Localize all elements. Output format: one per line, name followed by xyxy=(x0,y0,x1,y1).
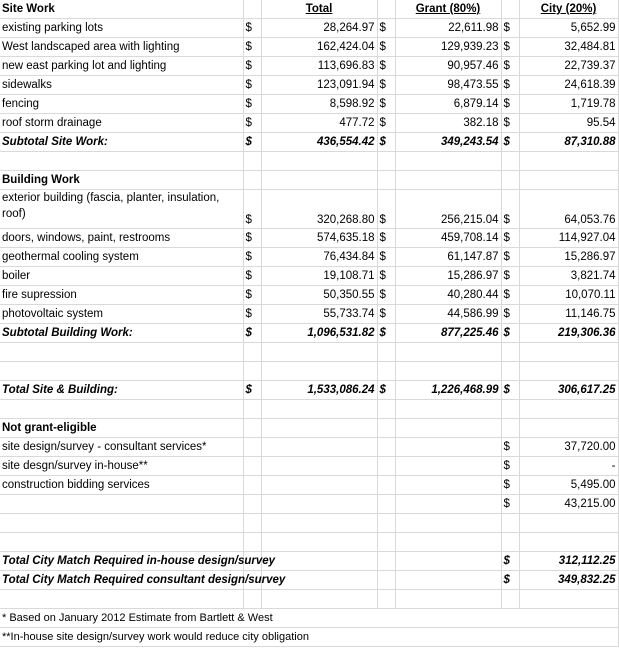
currency-symbol-cell[interactable]: $ xyxy=(243,305,261,324)
grant-cell[interactable] xyxy=(395,457,501,476)
total-cell[interactable]: 113,696.83 xyxy=(261,57,377,76)
currency-symbol-cell[interactable]: $ xyxy=(243,267,261,286)
currency-symbol-cell[interactable]: $ xyxy=(501,495,519,514)
currency-symbol-cell[interactable]: $ xyxy=(501,38,519,57)
empty-cell[interactable] xyxy=(395,171,501,190)
currency-symbol-cell[interactable] xyxy=(243,495,261,514)
empty-cell[interactable] xyxy=(395,362,501,381)
empty-cell[interactable] xyxy=(243,419,261,438)
grant-cell[interactable]: 1,226,468.99 xyxy=(395,381,501,400)
currency-symbol-cell[interactable]: $ xyxy=(501,19,519,38)
currency-symbol-cell[interactable]: $ xyxy=(243,286,261,305)
empty-cell[interactable] xyxy=(377,514,395,533)
column-header-city[interactable]: City (20%) xyxy=(519,0,618,19)
header-row xyxy=(0,0,618,19)
currency-symbol-cell[interactable]: $ xyxy=(243,190,261,229)
empty-cell[interactable] xyxy=(377,590,395,609)
row-label-cell[interactable]: fencing xyxy=(0,95,243,114)
empty-cell[interactable] xyxy=(377,171,395,190)
grant-cell[interactable]: 6,879.14 xyxy=(395,95,501,114)
not-eligible-row xyxy=(0,457,618,476)
not-eligible-row xyxy=(0,476,618,495)
city-cell[interactable]: 22,739.37 xyxy=(519,57,618,76)
empty-cell[interactable] xyxy=(395,400,501,419)
total-cell[interactable]: 76,434.84 xyxy=(261,248,377,267)
currency-symbol-cell[interactable]: $ xyxy=(377,305,395,324)
total-cell[interactable]: 574,635.18 xyxy=(261,229,377,248)
empty-cell[interactable] xyxy=(243,362,261,381)
empty-cell[interactable] xyxy=(501,152,519,171)
empty-cell[interactable] xyxy=(519,533,618,552)
empty-cell[interactable] xyxy=(261,152,377,171)
empty-cell[interactable] xyxy=(395,152,501,171)
city-cell[interactable]: 114,927.04 xyxy=(519,229,618,248)
row-label-cell[interactable]: Subtotal Building Work: xyxy=(0,324,243,343)
grant-cell[interactable]: 877,225.46 xyxy=(395,324,501,343)
site-work-row xyxy=(0,114,618,133)
row-label-cell[interactable]: construction bidding services xyxy=(0,476,243,495)
currency-symbol-cell[interactable] xyxy=(377,552,395,571)
blank-row xyxy=(0,343,618,362)
empty-cell[interactable] xyxy=(519,362,618,381)
currency-symbol-cell[interactable]: $ xyxy=(377,267,395,286)
grant-cell[interactable] xyxy=(395,495,501,514)
city-cell[interactable]: 43,215.00 xyxy=(519,495,618,514)
currency-symbol-cell[interactable]: $ xyxy=(243,114,261,133)
grant-cell[interactable]: 61,147.87 xyxy=(395,248,501,267)
building-work-row xyxy=(0,305,618,324)
empty-cell[interactable] xyxy=(501,362,519,381)
currency-symbol-cell[interactable]: $ xyxy=(501,229,519,248)
empty-cell[interactable] xyxy=(0,514,243,533)
grant-cell[interactable] xyxy=(395,476,501,495)
total-cell[interactable]: 8,598.92 xyxy=(261,95,377,114)
city-cell[interactable]: 312,112.25 xyxy=(519,552,618,571)
empty-cell[interactable] xyxy=(243,0,261,19)
currency-symbol-cell[interactable]: $ xyxy=(243,229,261,248)
currency-symbol-cell[interactable]: $ xyxy=(377,95,395,114)
section-heading-cell[interactable]: Building Work xyxy=(0,171,243,190)
building-subtotal-row xyxy=(0,324,618,343)
currency-symbol-cell[interactable]: $ xyxy=(243,38,261,57)
currency-symbol-cell[interactable] xyxy=(243,438,261,457)
row-label-cell[interactable]: sidewalks xyxy=(0,76,243,95)
grant-cell[interactable] xyxy=(395,552,501,571)
site-work-row xyxy=(0,76,618,95)
currency-symbol-cell[interactable]: $ xyxy=(377,324,395,343)
currency-symbol-cell[interactable]: $ xyxy=(243,324,261,343)
grant-cell[interactable]: 349,243.54 xyxy=(395,133,501,152)
building-work-row xyxy=(0,248,618,267)
city-cell[interactable]: 37,720.00 xyxy=(519,438,618,457)
currency-symbol-cell[interactable]: $ xyxy=(243,95,261,114)
currency-symbol-cell[interactable] xyxy=(377,571,395,590)
row-label-cell[interactable]: site design/survey - consultant services* xyxy=(0,438,243,457)
city-cell[interactable]: 306,617.25 xyxy=(519,381,618,400)
empty-cell[interactable] xyxy=(243,514,261,533)
currency-symbol-cell[interactable]: $ xyxy=(377,381,395,400)
total-cell[interactable]: 55,733.74 xyxy=(261,305,377,324)
row-label-cell[interactable]: fire supression xyxy=(0,286,243,305)
currency-symbol-cell[interactable]: $ xyxy=(501,438,519,457)
currency-symbol-cell[interactable]: $ xyxy=(377,114,395,133)
building-work-row xyxy=(0,190,618,229)
city-cell[interactable]: 95.54 xyxy=(519,114,618,133)
empty-cell[interactable] xyxy=(519,590,618,609)
row-label-cell[interactable]: Subtotal Site Work: xyxy=(0,133,243,152)
empty-cell[interactable] xyxy=(243,533,261,552)
row-label-cell[interactable]: Total City Match Required consultant design/survey xyxy=(0,571,243,590)
empty-cell[interactable] xyxy=(261,171,377,190)
row-label-cell[interactable]: West landscaped area with lighting xyxy=(0,38,243,57)
total-cell[interactable]: 123,091.94 xyxy=(261,76,377,95)
grant-cell[interactable] xyxy=(395,438,501,457)
empty-cell[interactable] xyxy=(261,419,377,438)
currency-symbol-cell[interactable]: $ xyxy=(501,381,519,400)
grant-cell[interactable]: 382.18 xyxy=(395,114,501,133)
building-work-row xyxy=(0,286,618,305)
row-label-cell[interactable]: existing parking lots xyxy=(0,19,243,38)
city-cell[interactable]: 15,286.97 xyxy=(519,248,618,267)
column-header-total[interactable]: Total xyxy=(261,0,377,19)
row-label-cell[interactable]: site desgn/survey in-house** xyxy=(0,457,243,476)
city-cell[interactable]: 3,821.74 xyxy=(519,267,618,286)
empty-cell[interactable] xyxy=(501,514,519,533)
total-cell[interactable]: 162,424.04 xyxy=(261,38,377,57)
grant-cell[interactable]: 98,473.55 xyxy=(395,76,501,95)
empty-cell[interactable] xyxy=(395,533,501,552)
section-heading-site-work[interactable]: Site Work xyxy=(0,0,243,19)
site-work-row xyxy=(0,19,618,38)
building-work-row xyxy=(0,229,618,248)
grant-cell[interactable]: 256,215.04 xyxy=(395,190,501,229)
currency-symbol-cell[interactable]: $ xyxy=(501,267,519,286)
currency-symbol-cell[interactable]: $ xyxy=(501,305,519,324)
currency-symbol-cell[interactable]: $ xyxy=(501,457,519,476)
footnote-row xyxy=(0,628,618,647)
currency-symbol-cell[interactable]: $ xyxy=(377,57,395,76)
total-cell[interactable] xyxy=(261,438,377,457)
grand-total-row xyxy=(0,381,618,400)
empty-cell[interactable] xyxy=(519,514,618,533)
currency-symbol-cell[interactable]: $ xyxy=(243,57,261,76)
empty-cell[interactable] xyxy=(519,171,618,190)
empty-cell[interactable] xyxy=(377,152,395,171)
currency-symbol-cell[interactable]: $ xyxy=(501,552,519,571)
city-cell[interactable]: - xyxy=(519,457,618,476)
empty-cell[interactable] xyxy=(0,590,243,609)
grant-cell[interactable]: 22,611.98 xyxy=(395,19,501,38)
city-cell[interactable]: 87,310.88 xyxy=(519,133,618,152)
empty-cell[interactable] xyxy=(395,419,501,438)
empty-cell[interactable] xyxy=(377,419,395,438)
currency-symbol-cell[interactable] xyxy=(243,457,261,476)
total-cell[interactable]: 19,108.71 xyxy=(261,267,377,286)
currency-symbol-cell[interactable]: $ xyxy=(501,476,519,495)
city-cell[interactable]: 349,832.25 xyxy=(519,571,618,590)
empty-cell[interactable] xyxy=(519,152,618,171)
total-cell[interactable]: 320,268.80 xyxy=(261,190,377,229)
empty-cell[interactable] xyxy=(501,343,519,362)
row-label-cell[interactable]: exterior building (fascia, planter, insulation, roof) xyxy=(0,190,243,229)
currency-symbol-cell[interactable]: $ xyxy=(501,190,519,229)
empty-cell[interactable] xyxy=(501,171,519,190)
currency-symbol-cell[interactable]: $ xyxy=(377,229,395,248)
empty-cell[interactable] xyxy=(395,343,501,362)
site-work-row xyxy=(0,95,618,114)
grant-cell[interactable]: 459,708.14 xyxy=(395,229,501,248)
blank-row xyxy=(0,152,618,171)
city-cell[interactable]: 10,070.11 xyxy=(519,286,618,305)
empty-cell[interactable] xyxy=(377,533,395,552)
footnote-cell[interactable]: **In-house site design/survey work would reduce city obligation xyxy=(0,628,618,647)
city-match-total-row xyxy=(0,552,618,571)
empty-cell[interactable] xyxy=(377,400,395,419)
city-cell[interactable]: 32,484.81 xyxy=(519,38,618,57)
row-label-cell[interactable]: Total City Match Required in-house design/survey xyxy=(0,552,243,571)
total-cell[interactable] xyxy=(261,495,377,514)
site-work-row xyxy=(0,38,618,57)
city-cell[interactable]: 5,652.99 xyxy=(519,19,618,38)
currency-symbol-cell[interactable] xyxy=(243,476,261,495)
currency-symbol-cell[interactable]: $ xyxy=(501,57,519,76)
empty-cell[interactable] xyxy=(0,400,243,419)
empty-cell[interactable] xyxy=(243,590,261,609)
empty-cell[interactable] xyxy=(243,343,261,362)
grant-cell[interactable]: 44,586.99 xyxy=(395,305,501,324)
not-eligible-heading-row xyxy=(0,419,618,438)
currency-symbol-cell[interactable]: $ xyxy=(501,95,519,114)
currency-symbol-cell[interactable]: $ xyxy=(243,133,261,152)
not-eligible-row xyxy=(0,438,618,457)
row-label-cell[interactable]: boiler xyxy=(0,267,243,286)
empty-cell[interactable] xyxy=(501,590,519,609)
row-label-cell[interactable]: Total Site & Building: xyxy=(0,381,243,400)
total-cell[interactable] xyxy=(261,552,377,571)
row-label-cell[interactable]: photovoltaic system xyxy=(0,305,243,324)
empty-cell[interactable] xyxy=(0,152,243,171)
empty-cell[interactable] xyxy=(243,171,261,190)
currency-symbol-cell[interactable]: $ xyxy=(501,571,519,590)
grant-cell[interactable]: 129,939.23 xyxy=(395,38,501,57)
currency-symbol-cell[interactable] xyxy=(377,457,395,476)
city-cell[interactable]: 1,719.78 xyxy=(519,95,618,114)
total-cell[interactable] xyxy=(261,476,377,495)
empty-cell[interactable] xyxy=(0,533,243,552)
column-header-grant[interactable]: Grant (80%) xyxy=(395,0,501,19)
empty-cell[interactable] xyxy=(243,152,261,171)
total-cell[interactable]: 436,554.42 xyxy=(261,133,377,152)
currency-symbol-cell[interactable]: $ xyxy=(377,190,395,229)
empty-cell[interactable] xyxy=(501,0,519,19)
site-work-row xyxy=(0,57,618,76)
empty-cell[interactable] xyxy=(261,590,377,609)
row-label-cell[interactable]: roof storm drainage xyxy=(0,114,243,133)
empty-cell[interactable] xyxy=(519,419,618,438)
section-heading-cell[interactable]: Not grant-eligible xyxy=(0,419,243,438)
city-cell[interactable]: 24,618.39 xyxy=(519,76,618,95)
row-label-cell[interactable] xyxy=(0,495,243,514)
total-cell[interactable]: 28,264.97 xyxy=(261,19,377,38)
empty-cell[interactable] xyxy=(261,400,377,419)
blank-row xyxy=(0,533,618,552)
blank-row xyxy=(0,590,618,609)
grant-cell[interactable]: 40,280.44 xyxy=(395,286,501,305)
city-cell[interactable]: 5,495.00 xyxy=(519,476,618,495)
city-match-total-row xyxy=(0,571,618,590)
city-cell[interactable]: 219,306.36 xyxy=(519,324,618,343)
currency-symbol-cell[interactable]: $ xyxy=(501,324,519,343)
grant-cell[interactable] xyxy=(395,571,501,590)
row-label-cell[interactable]: doors, windows, paint, restrooms xyxy=(0,229,243,248)
total-cell[interactable] xyxy=(261,457,377,476)
building-work-row xyxy=(0,267,618,286)
row-label-cell[interactable]: geothermal cooling system xyxy=(0,248,243,267)
total-cell[interactable]: 477.72 xyxy=(261,114,377,133)
building-work-heading-row xyxy=(0,171,618,190)
currency-symbol-cell[interactable]: $ xyxy=(377,76,395,95)
site-subtotal-row xyxy=(0,133,618,152)
currency-symbol-cell[interactable] xyxy=(377,438,395,457)
empty-cell[interactable] xyxy=(519,400,618,419)
empty-cell[interactable] xyxy=(501,419,519,438)
total-cell[interactable]: 1,096,531.82 xyxy=(261,324,377,343)
empty-cell[interactable] xyxy=(501,400,519,419)
empty-cell[interactable] xyxy=(0,343,243,362)
currency-symbol-cell[interactable]: $ xyxy=(243,19,261,38)
footnote-cell[interactable]: * Based on January 2012 Estimate from Bartlett & West xyxy=(0,609,618,628)
empty-cell[interactable] xyxy=(377,0,395,19)
empty-cell[interactable] xyxy=(261,514,377,533)
empty-cell[interactable] xyxy=(519,343,618,362)
currency-symbol-cell[interactable]: $ xyxy=(243,76,261,95)
city-cell[interactable]: 64,053.76 xyxy=(519,190,618,229)
currency-symbol-cell[interactable]: $ xyxy=(501,248,519,267)
currency-symbol-cell[interactable]: $ xyxy=(377,248,395,267)
empty-cell[interactable] xyxy=(261,362,377,381)
empty-cell[interactable] xyxy=(243,400,261,419)
currency-symbol-cell[interactable]: $ xyxy=(501,76,519,95)
empty-cell[interactable] xyxy=(395,590,501,609)
empty-cell[interactable] xyxy=(261,343,377,362)
blank-row xyxy=(0,400,618,419)
empty-cell[interactable] xyxy=(0,362,243,381)
total-cell[interactable]: 1,533,086.24 xyxy=(261,381,377,400)
currency-symbol-cell[interactable]: $ xyxy=(377,133,395,152)
currency-symbol-cell[interactable]: $ xyxy=(501,114,519,133)
empty-cell[interactable] xyxy=(501,533,519,552)
row-label-cell[interactable]: new east parking lot and lighting xyxy=(0,57,243,76)
footnote-row xyxy=(0,609,618,628)
currency-symbol-cell[interactable] xyxy=(377,495,395,514)
empty-cell[interactable] xyxy=(261,533,377,552)
grant-cell[interactable]: 15,286.97 xyxy=(395,267,501,286)
currency-symbol-cell[interactable]: $ xyxy=(243,381,261,400)
blank-row xyxy=(0,514,618,533)
not-eligible-row xyxy=(0,495,618,514)
currency-symbol-cell[interactable]: $ xyxy=(377,19,395,38)
currency-symbol-cell[interactable]: $ xyxy=(377,38,395,57)
currency-symbol-cell[interactable]: $ xyxy=(377,286,395,305)
grant-cell[interactable]: 90,957.46 xyxy=(395,57,501,76)
currency-symbol-cell[interactable]: $ xyxy=(501,133,519,152)
empty-cell[interactable] xyxy=(377,343,395,362)
empty-cell[interactable] xyxy=(395,514,501,533)
blank-row xyxy=(0,362,618,381)
city-cell[interactable]: 11,146.75 xyxy=(519,305,618,324)
currency-symbol-cell[interactable]: $ xyxy=(501,286,519,305)
empty-cell[interactable] xyxy=(377,362,395,381)
currency-symbol-cell[interactable] xyxy=(377,476,395,495)
total-cell[interactable]: 50,350.55 xyxy=(261,286,377,305)
currency-symbol-cell[interactable]: $ xyxy=(243,248,261,267)
